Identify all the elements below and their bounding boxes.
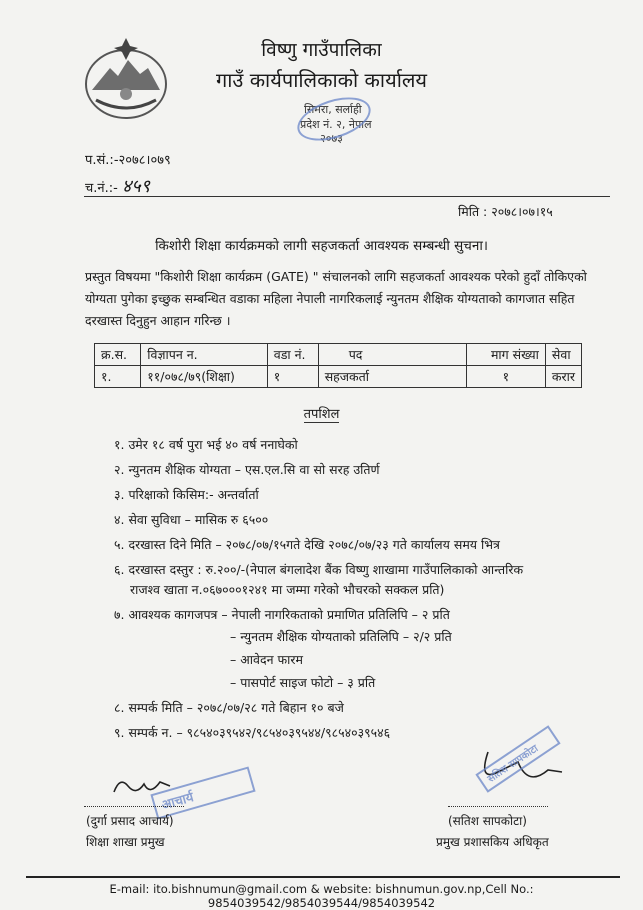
list-item: ३. परिक्षाको किसिम:- अन्तर्वार्ता (114, 487, 259, 502)
list-item: ५. दरखास्त दिने मिति – २०७८/०७/१५गते देखि २०७८/०७/२३ गते कार्यालय समय भित्र (114, 537, 500, 552)
letter-number: प.सं.:-२०७८।०७९ (85, 153, 171, 168)
list-item: – न्युनतम शैक्षिक योग्यताको प्रतिलिपि – २/२ प्रति (230, 629, 452, 644)
left-signatory-name: (दुर्गा प्रसाद आचार्य) (86, 814, 174, 828)
office-name: गाउँ कार्यपालिकाको कार्यालय (215, 68, 428, 92)
table-cell: १. (95, 366, 141, 388)
col-header: पद (318, 344, 466, 366)
col-header: वडा नं. (267, 344, 318, 366)
address-line: २०७३ (320, 132, 343, 145)
dispatch-label: च.नं.:- (85, 181, 118, 196)
municipality-name: विष्णु गाउँपालिका (261, 39, 382, 61)
notice-title: किशोरी शिक्षा कार्यक्रमको लागी सहजकर्ता आवश्यक सम्बन्धी सुचना। (155, 238, 488, 254)
right-stamp: सतिश सापकोटा (475, 725, 560, 792)
col-header: सेवा (545, 344, 581, 366)
list-item: ९. सम्पर्क न. – ९८५४०३९५४२/९८५४०३९५४४/९८५४०३९५४६ (114, 725, 391, 740)
footer-divider (26, 876, 620, 878)
header-divider (84, 196, 610, 197)
details-heading (0, 404, 643, 422)
left-signatory-title: शिक्षा शाखा प्रमुख (86, 835, 165, 849)
col-header: माग संख्या (466, 344, 545, 366)
dispatch-number (85, 174, 150, 198)
table-header-row (95, 344, 582, 366)
signature-line (84, 806, 184, 807)
address-line: सिमरा, सर्लाही (304, 103, 362, 116)
list-item: ८. सम्पर्क मिति – २०७८/०७/२८ गते बिहान १० बजे (114, 700, 344, 715)
list-item: २. न्युनतम शैक्षिक योग्यता – एस.एल.सि वा सो सरह उतिर्ण (114, 462, 380, 477)
table-cell: १ (267, 366, 318, 388)
intro-paragraph: प्रस्तुत विषयमा "किशोरी शिक्षा कार्यक्रम (GATE) " संचालनको लागि सहजकर्ता आवश्यक परेको हुदाँ तोकिएको योग्यता पुगेका इच्छुक सम्बन्धित वडाका महिला नेपाली नागरिकलाई न्युनतम शैक्षिक योग्यताको कागजात सहित दरखास्त दिनुहुन आहान गरिन्छ । (85, 269, 587, 328)
dispatch-value: ४५९ (121, 176, 151, 197)
vacancy-table (94, 343, 582, 388)
table-row (95, 366, 582, 388)
list-item: ४. सेवा सुविधा – मासिक रु ६५०० (114, 512, 269, 527)
table-cell: १ (466, 366, 545, 388)
left-stamp: आचार्य (150, 766, 255, 819)
list-item: ७. आवश्यक कागजपत्र – नेपाली नागरिकताको प्रमाणित प्रतिलिपि – २ प्रति (114, 607, 450, 622)
list-item: राजश्व खाता न.०६७०००१२४१ मा जम्मा गरेको भौचरको सक्कल प्रति) (130, 582, 445, 597)
signature-line (448, 806, 548, 807)
footer-contact: E-mail: ito.bishnumun@gmail.com & website: bishnumun.gov.np,Cell No.: 9854039542/9854039544/9854039542 (109, 882, 534, 910)
table-cell: ११/०७८/७९(शिक्षा) (141, 366, 267, 388)
right-signatory-title: प्रमुख प्रशासकिय अधिकृत (436, 835, 549, 849)
address-line: प्रदेश नं. २, नेपाल (300, 118, 372, 131)
table-cell: करार (545, 366, 581, 388)
list-item: १. उमेर १८ वर्ष पुरा भई ४० वर्ष ननाघेको (114, 437, 298, 452)
col-header: क्र.स. (95, 344, 141, 366)
col-header: विज्ञापन न. (141, 344, 267, 366)
notice-date: मिति : २०७८।०७।१५ (458, 204, 553, 219)
details-heading-text: तपशिल (303, 407, 340, 422)
table-cell: सहजकर्ता (318, 366, 466, 388)
list-item: – आवेदन फारम (230, 652, 303, 667)
list-item: – पासपोर्ट साइज फोटो – ३ प्रति (230, 675, 376, 690)
list-item: ६. दरखास्त दस्तुर : रु.२००/-(नेपाल बंगलादेश बैंक विष्णु शाखामा गाउँपालिकाको आन्तरिक (114, 562, 524, 577)
right-signatory-name: (सतिश सापकोटा) (448, 814, 527, 828)
